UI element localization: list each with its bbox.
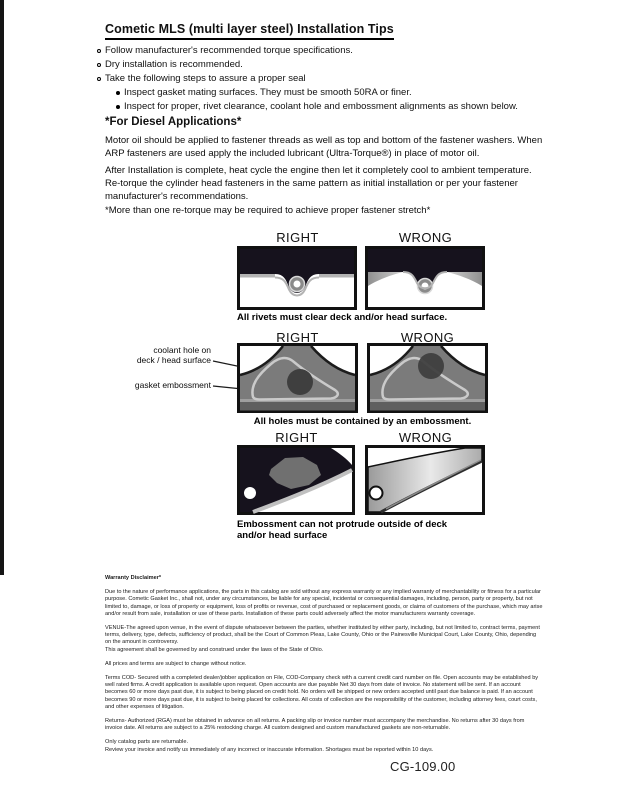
diesel-paragraph-1: Motor oil should be applied to fastener threads as well as top and bottom of the fastener washers. When ARP fasteners are used apply the included lubricant (Ultra-Torque®) in place of motor oil. <box>105 135 543 159</box>
terms-cod-paragraph: Terms COD- Secured with a completed dealer/jobber application on File, COD-Company check with a current credit card number on file. Open accounts may be established by well rated firms. A credit application is available upon request. Open accounts are due payable Net 30 days from date of invoice. No statement will be sent. If an account becomes 60 or more days past due, it is subject to being placed on credit hold. No orders will be shipped or new orders accepted until past due balance is paid. If an account becomes 90 or more days past due, it is subject to being placed for collections. All costs of collection are the responsibility of the customer, including attorney fees, court costs, and other expenses of litigation. <box>105 675 539 710</box>
list-item-label: Dry installation is recommended. <box>105 59 243 70</box>
catalog-parts-paragraph <box>105 739 543 753</box>
diagram-protrusion-right <box>237 445 355 515</box>
right-label-row3: RIGHT <box>275 430 318 445</box>
list-item <box>97 44 557 58</box>
venue-paragraph <box>105 625 543 654</box>
list-item-label: Follow manufacturer's recommended torque specifications. <box>105 45 353 56</box>
page-title: Cometic MLS (multi layer steel) Installation Tips <box>105 22 394 40</box>
returns-paragraph: Returns- Authorized (RGA) must be obtained in advance on all returns. A packing slip or invoice number must accompany the merchandise. No returns after 30 days from invoice date. All returns are subject to a 25% restocking charge. All custom designed and custom manufactured gaskets are non-returnable. <box>105 718 525 732</box>
caption-line: Embossment can not protrude outside of deck <box>237 519 448 530</box>
list-item <box>97 58 557 72</box>
diesel-section-heading: *For Diesel Applications* <box>105 116 242 128</box>
page-code: CG-109.00 <box>390 759 456 774</box>
diagram-embossment-right <box>237 343 358 413</box>
scan-edge-bar <box>0 0 4 575</box>
caption-holes: All holes must be contained by an embossment. <box>253 416 472 427</box>
list-item-label: Inspect gasket mating surfaces. They must be smooth 50RA or finer. <box>124 87 412 98</box>
embossment-annotation: gasket embossment <box>134 380 211 390</box>
diagram-rivet-right <box>237 246 357 310</box>
open-bullet-icon <box>97 63 101 67</box>
annotation-line: coolant hole on <box>153 345 211 355</box>
diagram-rivet-wrong <box>365 246 485 310</box>
open-bullet-icon <box>97 49 101 53</box>
diagram-embossment-wrong <box>367 343 488 413</box>
right-label-row1: RIGHT <box>276 230 319 245</box>
list-sub-item <box>116 100 557 114</box>
wrong-label-row2: WRONG <box>400 330 455 345</box>
list-item-label: Take the following steps to assure a proper seal <box>105 73 306 84</box>
warranty-disclaimer <box>105 575 543 761</box>
wrong-label-row3: WRONG <box>398 430 453 445</box>
caption-line: and/or head surface <box>237 530 328 541</box>
warranty-paragraph: Due to the nature of performance applications, the parts in this catalog are sold without any express warranty or any implied warranty of merchantability or fitness for a particular purpose. Cometic Gasket Inc., shall not, under any circumstances, be liable for any special, incidental or consequential damages, including, person, party or property, but not limited to, damage, or loss of property or equipment, loss of profits or revenue, cost of purchased or replacement goods, or claims of customers of the purchase, which may arise and/or result from sale, installation or use of these parts. Installation of these parts could adversely affect the motor manufacturers warranty coverage. <box>105 589 543 617</box>
installation-tips-list <box>97 44 557 114</box>
list-item-label: Inspect for proper, rivet clearance, coolant hole and embossment alignments as shown below. <box>124 101 518 112</box>
filled-bullet-icon <box>116 105 120 109</box>
right-label-row2: RIGHT <box>276 330 319 345</box>
warranty-heading: Warranty Disclaimer* <box>105 575 162 581</box>
prices-terms-paragraph: All prices and terms are subject to change without notice. <box>105 660 247 667</box>
list-item <box>97 72 557 86</box>
coolant-hole-annotation <box>96 346 211 365</box>
governing-law-text: This agreement shall be governed by and construed under the laws of the State of Ohio. <box>105 646 324 653</box>
caption-protrusion <box>237 519 447 541</box>
returnable-text: Only catalog parts are returnable. <box>105 739 189 746</box>
filled-bullet-icon <box>116 91 120 95</box>
invoice-review-text: Review your invoice and notify us immediately of any incorrect or inaccurate information. Shortages must be reported within 10 days. <box>105 746 434 753</box>
wrong-label-row1: WRONG <box>398 230 453 245</box>
annotation-line: deck / head surface <box>136 354 211 365</box>
diagram-protrusion-wrong <box>365 445 485 515</box>
venue-text: VENUE-The agreed upon venue, in the event of dispute whatsoever between the parties, whether instituted by either party, including, but not limited to, contract terms, payment terms, delivery, type, defects, sufficiency of product, shall be the Court of Common Pleas, Lake County, Ohio or the Painesville Municipal Court, Lake County, Ohio, depending on the amount in controversy. <box>105 625 540 646</box>
caption-rivets: All rivets must clear deck and/or head surface. <box>237 312 448 323</box>
retorque-note: *More than one re-torque may be required to achieve proper fastener stretch* <box>105 205 431 216</box>
list-sub-item <box>116 86 557 100</box>
open-bullet-icon <box>97 77 101 81</box>
diesel-paragraph-2: After Installation is complete, heat cycle the engine then let it completely cool to ambient temperature. Re-torque the cylinder head fasteners in the same pattern as initial installation or per your fastener manufacturer's recommendations. <box>105 165 532 202</box>
